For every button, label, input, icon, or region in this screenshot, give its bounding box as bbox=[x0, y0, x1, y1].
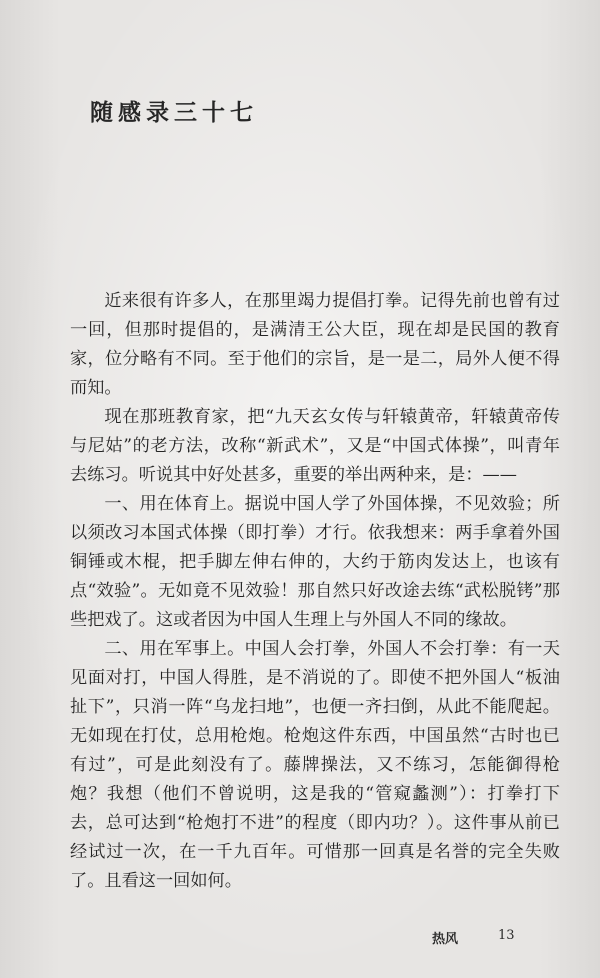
body-text bbox=[70, 287, 560, 896]
paragraph: 一、用在体育上。据说中国人学了外国体操，不见效验；所以须改习本国式体操（即打拳）才行。依我想来：两手拿着外国铜锤或木棍，把手脚左伸右伸的，大约于筋肉发达上，也该有点“效验”。无如竟不见效验！那自然只好改途去练“武松脱铐”那些把戏了。这或者因为中国人生理上与外国人不同的缘故。 bbox=[70, 494, 560, 630]
running-head: 热风 bbox=[432, 932, 459, 947]
page-number: 13 bbox=[498, 928, 515, 943]
chapter-title: 随感录三十七 bbox=[90, 100, 258, 126]
paragraph: 近来很有许多人，在那里竭力提倡打拳。记得先前也曾有过一回，但那时提倡的，是满清王公大臣，现在却是民国的教育家，位分略有不同。至于他们的宗旨，是一是二，局外人便不得而知。 bbox=[70, 291, 560, 398]
paragraph: 二、用在军事上。中国人会打拳，外国人不会打拳：有一天见面对打，中国人得胜，是不消说的了。即使不把外国人“板油扯下”，只消一阵“乌龙扫地”，也便一齐扫倒，从此不能爬起。无如现在打仗，总用枪炮。枪炮这件东西，中国虽然“古时也已有过”，可是此刻没有了。藤牌操法，又不练习，怎能御得枪炮？我想（他们不曾说明，这是我的“管窥蠡测”）：打拳打下去，总可达到“枪炮打不进”的程度（即内功？）。这件事从前已经试过一次，在一千九百年。可惜那一回真是名誉的完全失败了。且看这一回如何。 bbox=[70, 639, 560, 891]
paragraph: 现在那班教育家，把“九天玄女传与轩辕黄帝，轩辕黄帝传与尼姑”的老方法，改称“新武术”，又是“中国式体操”，叫青年去练习。听说其中好处甚多，重要的举出两种来，是：—— bbox=[70, 407, 560, 485]
page-footer bbox=[0, 928, 600, 958]
